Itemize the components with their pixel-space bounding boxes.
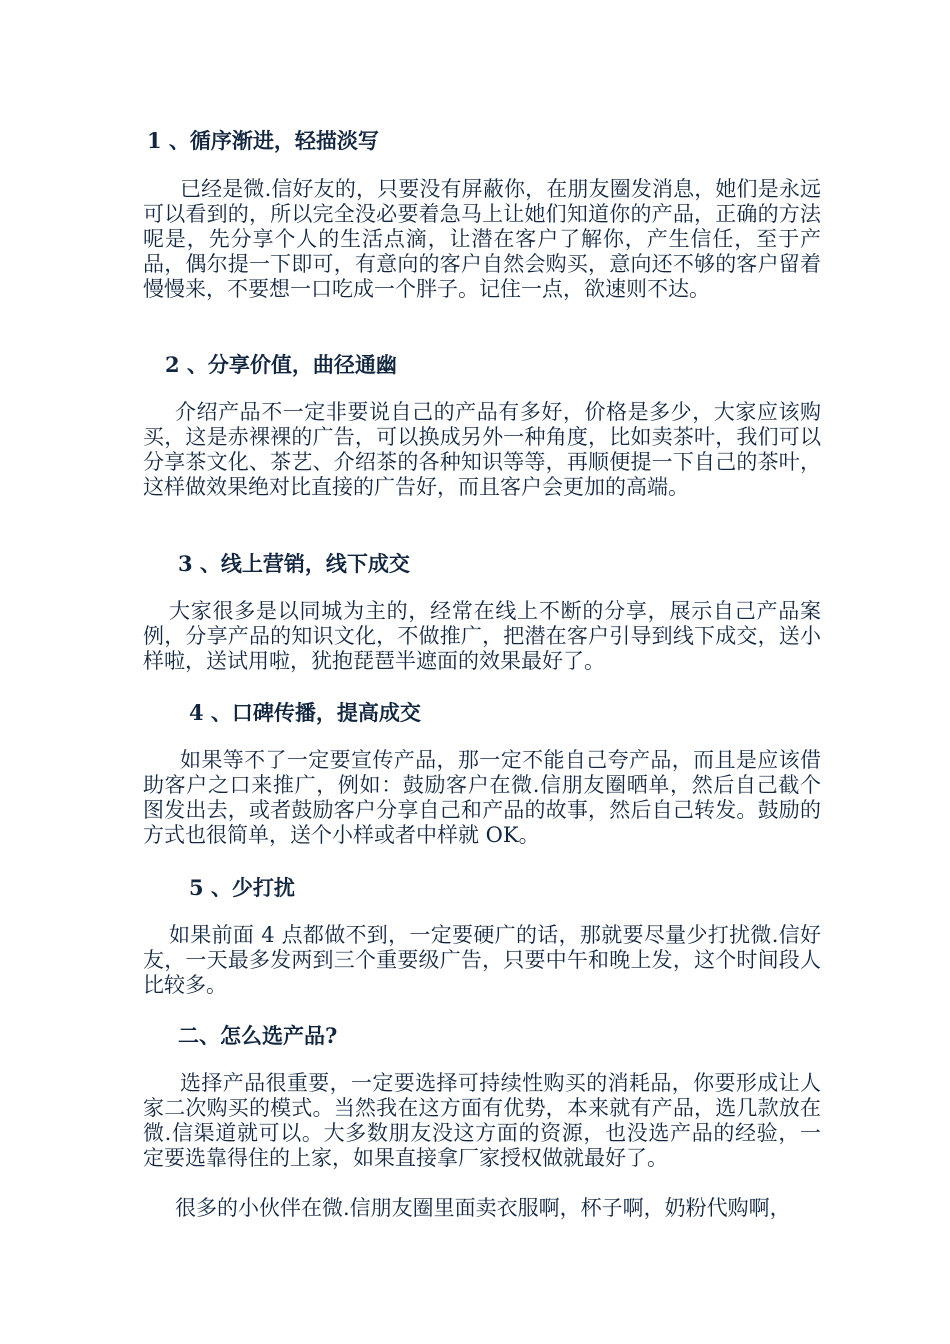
section-3-heading: 3 、线上营销，线下成交 <box>178 551 410 576</box>
section-2-heading: 2 、分享价值，曲径通幽 <box>165 352 397 377</box>
section-6-heading: 二、怎么选产品? <box>178 1023 338 1048</box>
section-1-heading: 1 、循序渐进，轻描淡写 <box>147 128 379 153</box>
section-3-body: 大家很多是以同城为主的，经常在线上不断的分享，展示自己产品案例，分享产品的知识文化，不做推广，把潜在客户引导到线下成交，送小样啦，送试用啦，犹抱琵琶半遮面的效果最好了。 <box>143 599 821 673</box>
section-4-heading: 4 、口碑传播，提高成交 <box>189 700 421 725</box>
section-4-body: 如果等不了一定要宣传产品，那一定不能自己夸产品，而且是应该借助客户之口来推广，例如：鼓励客户在微.信朋友圈晒单，然后自己截个图发出去，或者鼓励客户分享自己和产品的故事，然后自己转发。鼓励的方式也很简单，送个小样或者中样就 OK。 <box>143 748 821 847</box>
section-1-body: 已经是微.信好友的，只要没有屏蔽你，在朋友圈发消息，她们是永远可以看到的，所以完全没必要着急马上让她们知道你的产品，正确的方法呢是，先分享个人的生活点滴，让潜在客户了解你，产生信任，至于产品，偶尔提一下即可，有意向的客户自然会购买，意向还不够的客户留着慢慢来，不要想一口吃成一个胖子。记住一点，欲速则不达。 <box>143 177 821 301</box>
closing-paragraph: 很多的小伙伴在微.信朋友圈里面卖衣服啊，杯子啊，奶粉代购啊， <box>175 1196 791 1220</box>
section-5-heading: 5 、少打扰 <box>189 875 295 900</box>
section-2-body: 介绍产品不一定非要说自己的产品有多好，价格是多少，大家应该购买，这是赤裸裸的广告，可以换成另外一种角度，比如卖茶叶，我们可以分享茶文化、茶艺、介绍茶的各种知识等等，再顺便提一下自己的茶叶，这样做效果绝对比直接的广告好，而且客户会更加的高端。 <box>143 400 821 499</box>
section-5-body: 如果前面 4 点都做不到，一定要硬广的话，那就要尽量少打扰微.信好友，一天最多发两到三个重要级广告，只要中午和晚上发，这个时间段人比较多。 <box>143 923 821 997</box>
section-6-body: 选择产品很重要，一定要选择可持续性购买的消耗品，你要形成让人家二次购买的模式。当然我在这方面有优势，本来就有产品，选几款放在微.信渠道就可以。大多数朋友没这方面的资源，也没选产品的经验，一定要选靠得住的上家，如果直接拿厂家授权做就最好了。 <box>143 1071 821 1170</box>
